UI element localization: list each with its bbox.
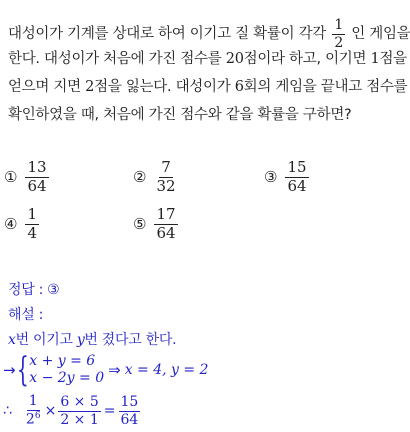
choice-4[interactable] bbox=[4, 207, 39, 242]
brace-symbol: { bbox=[16, 350, 29, 390]
half-fraction: $\frac{1}{2}$ bbox=[334, 17, 343, 51]
choice-1[interactable] bbox=[4, 160, 49, 195]
equation-1: x + y = 6 bbox=[29, 353, 96, 369]
problem-text: 대성이가 기계를 상대로 하여 이기고 질 확률이 각각 bbox=[8, 26, 327, 43]
explanation-line-1: x번 이기고 y번 졌다고 한다. bbox=[8, 332, 177, 348]
equation-system bbox=[3, 352, 208, 388]
choice-mark: ② bbox=[133, 168, 147, 187]
choice-mark: ③ bbox=[264, 168, 278, 187]
choice-fraction: $\frac{1}{4}$ bbox=[27, 205, 37, 242]
choice-mark: ④ bbox=[4, 215, 18, 234]
explanation-label: 해설 : bbox=[8, 307, 44, 323]
choice-mark: ① bbox=[4, 168, 18, 187]
choice-5[interactable] bbox=[133, 207, 178, 242]
fraction-one-over-two-pow-six: $\frac{1}{2^6}$ bbox=[25, 393, 41, 428]
choice-3[interactable] bbox=[264, 160, 309, 195]
implies-symbol: ⇒ bbox=[108, 361, 121, 379]
times-symbol: × bbox=[44, 403, 57, 419]
answer-line: 정답 : ③ bbox=[8, 282, 60, 298]
problem-line-1 bbox=[8, 18, 410, 50]
choice-fraction: $\frac{17}{64}$ bbox=[156, 205, 176, 242]
problem-line-3: 얻으며 지면 2점을 잃는다. 대성이가 6회의 게임을 끝내고 점수를 bbox=[8, 79, 408, 95]
problem-text: 인 게임을 bbox=[351, 26, 410, 43]
problem-line-4: 확인하였을 때, 처음에 가진 점수와 같을 확률을 구하면? bbox=[8, 107, 352, 123]
choice-fraction: $\frac{7}{32}$ bbox=[156, 158, 176, 195]
problem-line-2: 한다. 대성이가 처음에 가진 점수를 20점이라 하고, 이기면 1점을 bbox=[8, 51, 407, 67]
choice-fraction: $\frac{15}{64}$ bbox=[287, 158, 307, 195]
fraction-combination: $\frac{6 \times 5}{2 \times 1}$ bbox=[60, 393, 99, 428]
equals-symbol: = bbox=[103, 403, 116, 419]
arrow-symbol: → bbox=[3, 361, 16, 379]
result-text: x = 4, y = 2 bbox=[124, 362, 209, 378]
fraction-result: $\frac{15}{64}$ bbox=[120, 393, 139, 428]
choice-2[interactable] bbox=[133, 160, 178, 195]
equation-2: x − 2y = 0 bbox=[29, 370, 105, 386]
choice-fraction: $\frac{13}{64}$ bbox=[27, 158, 47, 195]
therefore-symbol: ∴ bbox=[3, 403, 12, 419]
probability-expression bbox=[3, 393, 140, 429]
choice-mark: ⑤ bbox=[133, 215, 147, 234]
